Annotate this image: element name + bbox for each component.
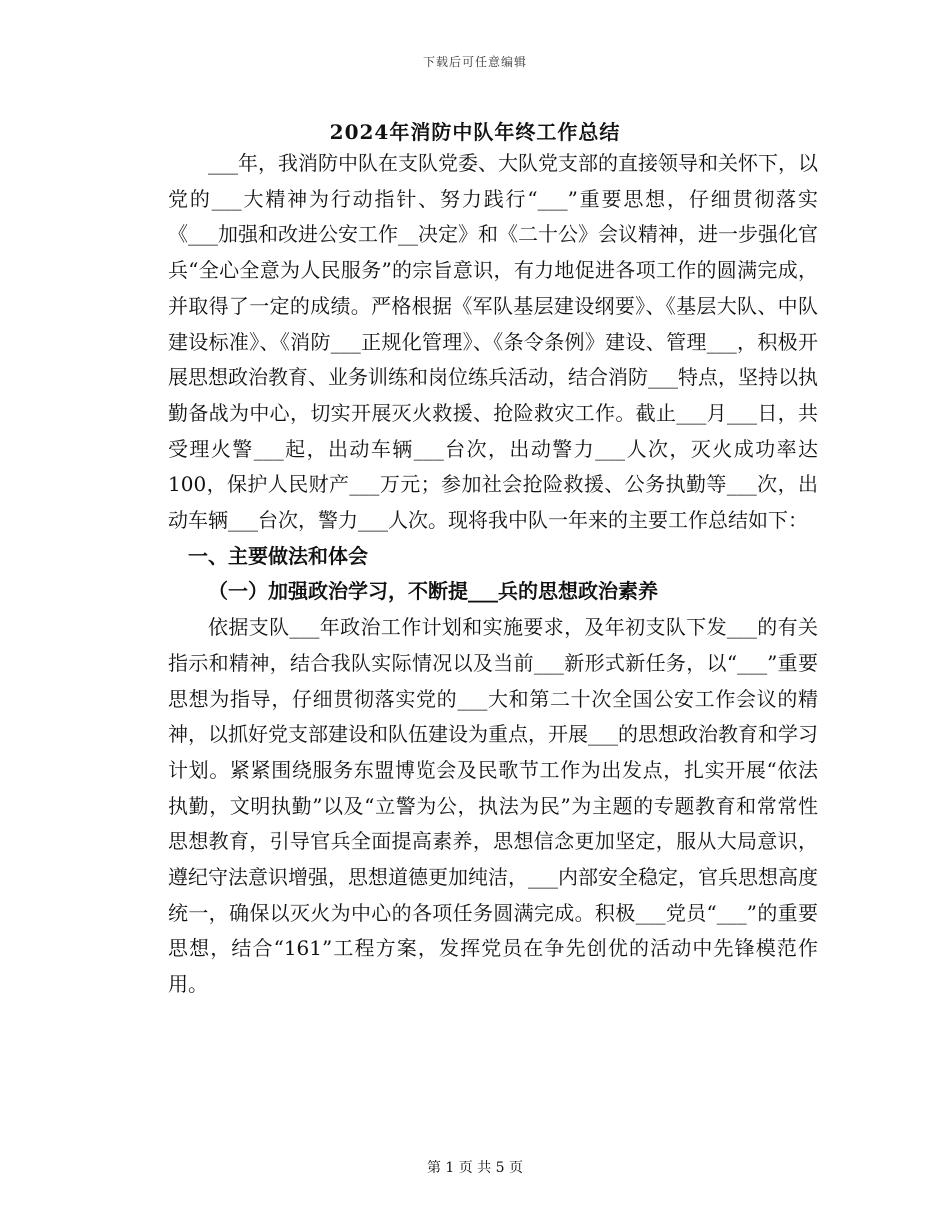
- page-number: 第 1 页 共 5 页: [426, 1160, 524, 1176]
- subsection-paragraph: 依据支队___年政治工作计划和实施要求，及年初支队下发___的有关指示和精神，结合我队实际情况以及当前___新形式新任务，以“___”重要思想为指导，仔细贯彻落实党的___大和第二十次全国公安工作会议的精神，以抓好党支部建设和队伍建设为重点，开展___的思想政治教育和学习计划。紧紧围绕服务东盟博览会及民歌节工作为出发点，扎实开展“依法执勤，文明执勤”以及“立警为公，执法为民”为主题的专题教育和常常性思想教育，引导官兵全面提高素养，思想信念更加坚定，服从大局意识，遵纪守法意识增强，思想道德更加纯洁，___内部安全稳定，官兵思想高度统一，确保以灭火为中心的各项任务圆满完成。积极___党员“___”的重要思想，结合“161”工程方案，发挥党员在争先创优的活动中先锋模范作用。: [168, 615, 818, 997]
- section-heading: 一、主要做法和体会: [188, 543, 368, 568]
- subsection-heading: （一）加强政治学习，不断提___兵的思想政治素养: [208, 579, 658, 604]
- document-title: 2024年消防中队年终工作总结: [329, 120, 621, 144]
- download-note: 下载后可任意编辑: [422, 55, 527, 69]
- document-body: [168, 146, 818, 1003]
- intro-paragraph: ___年，我消防中队在支队党委、大队党支部的直接领导和关怀下，以党的___大精神为行动指针、努力践行“___”重要思想，仔细贯彻落实《___加强和改进公安工作__决定》和《二十公》会议精神，进一步强化官兵“全心全意为人民服务”的宗旨意识，有力地促进各项工作的圆满完成，并取得了一定的成绩。严格根据《军队基层建设纲要》、《基层大队、中队建设标准》、《消防___正规化管理》、《条令条例》建设、管理___，积极开展思想政治教育、业务训练和岗位练兵活动，结合消防___特点，坚持以执勤备战为中心，切实开展灭火救援、抢险救灾工作。截止___月___日，共受理火警___起，出动车辆___台次，出动警力___人次，灭火成功率达100，保护人民财产___万元；参加社会抢险救援、公务执勤等___次，出动车辆___台次，警力___人次。现将我中队一年来的主要工作总结如下：: [168, 151, 818, 533]
